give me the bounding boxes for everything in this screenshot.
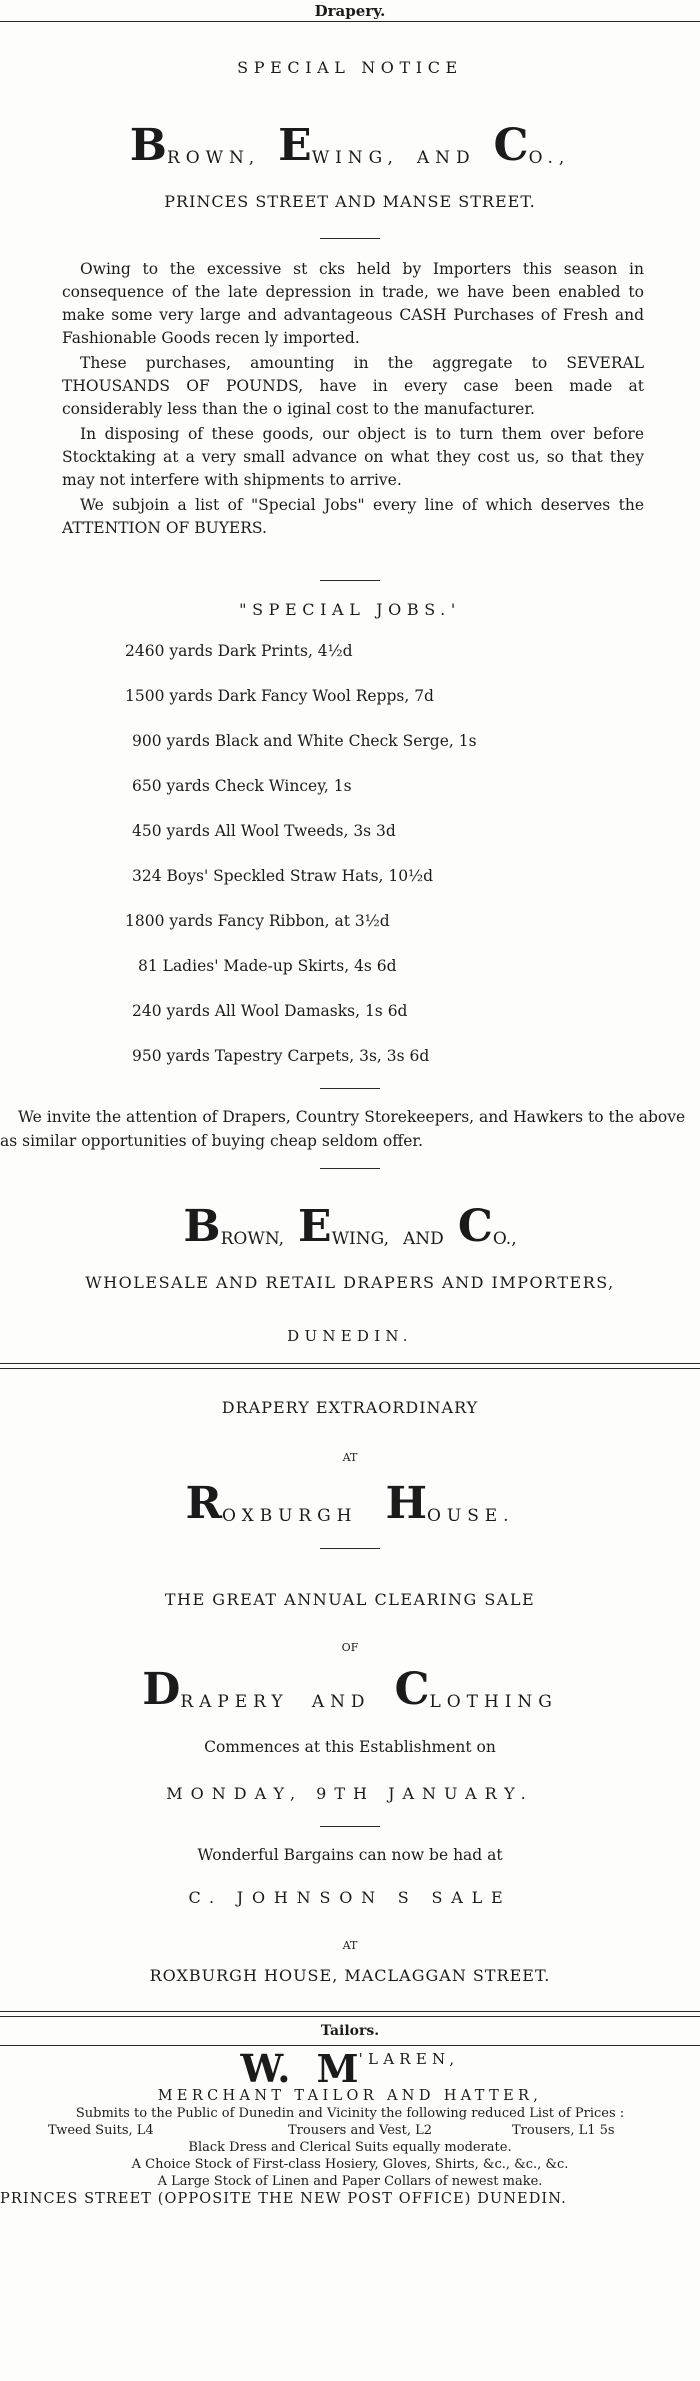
- name-word-laren: 'LAREN,: [358, 2050, 460, 2068]
- firm-word-co: O.,: [528, 148, 571, 168]
- goods-word-rapery-and: RAPERY AND: [180, 1692, 371, 1712]
- price-item: Trousers, L1 5s: [512, 2123, 615, 2138]
- black-dress-line: Black Dress and Clerical Suits equally moderate.: [188, 2140, 512, 2155]
- double-divider: [0, 2011, 700, 2017]
- name-initial-w: W.: [240, 2046, 291, 2091]
- section-heading-drapery: Drapery.: [314, 2, 386, 20]
- price-item: Trousers and Vest, L2: [288, 2123, 432, 2138]
- sale-location: ROXBURGH HOUSE, MACLAGGAN STREET.: [149, 1966, 551, 1985]
- house-initial-h: H: [385, 1478, 428, 1529]
- divider: [320, 238, 380, 239]
- list-item: 240 yards All Wool Damasks, 1s 6d: [132, 1002, 408, 1020]
- commences-line: Commences at this Establishment on: [204, 1738, 496, 1756]
- firm-name: [0, 120, 700, 171]
- list-item: 324 Boys' Speckled Straw Hats, 10½d: [132, 867, 434, 885]
- firm-initial-b: B: [183, 1201, 221, 1252]
- list-item: 450 yards All Wool Tweeds, 3s 3d: [132, 822, 396, 840]
- firm-initial-c: C: [457, 1201, 493, 1252]
- sale-name: C. JOHNSON S SALE: [188, 1888, 512, 1907]
- tailor-name: [0, 2046, 700, 2091]
- firm-initial-c: C: [493, 120, 529, 171]
- roxburgh-house: [0, 1478, 700, 1529]
- firm-initial-b: B: [129, 120, 167, 171]
- firm-address: PRINCES STREET AND MANSE STREET.: [164, 192, 536, 211]
- paragraph: In disposing of these goods, our object is to turn them over before Stocktaking at a very small advance on what they cost us, so that they may not interfere with shipments to arrive.: [62, 425, 644, 489]
- double-divider: [0, 1363, 700, 1369]
- price-item: Tweed Suits, L4: [48, 2123, 154, 2138]
- list-item: 2460 yards Dark Prints, 4½d: [125, 642, 353, 660]
- list-item: 1800 yards Fancy Ribbon, at 3½d: [125, 912, 390, 930]
- of-label: OF: [341, 1641, 359, 1654]
- firm-word-rown: ROWN,: [167, 148, 261, 168]
- at-label: AT: [342, 1451, 358, 1464]
- divider: [320, 580, 380, 581]
- bargains-line: Wonderful Bargains can now be had at: [197, 1846, 503, 1864]
- city: DUNEDIN.: [287, 1327, 413, 1345]
- firm-word-and: AND: [403, 1229, 444, 1249]
- firm-word-and: AND: [416, 148, 476, 168]
- drapery-extraordinary: DRAPERY EXTRAORDINARY: [221, 1398, 479, 1417]
- list-item: 900 yards Black and White Check Serge, 1s: [132, 732, 477, 750]
- divider: [320, 1168, 380, 1169]
- large-stock-line: A Large Stock of Linen and Paper Collars of newest make.: [157, 2174, 543, 2189]
- list-item: 650 yards Check Wincey, 1s: [132, 777, 352, 795]
- section-heading-tailors: Tailors.: [320, 2023, 380, 2039]
- closing-line: as similar opportunities of buying cheap seldom offer.: [0, 1132, 424, 1150]
- notice-body: [62, 258, 644, 540]
- sale-title: THE GREAT ANNUAL CLEARING SALE: [164, 1590, 536, 1609]
- name-initial-m: M: [316, 2046, 359, 2091]
- drapery-and-clothing: [0, 1664, 700, 1715]
- paragraph: Owing to the excessive st cks held by Importers this season in consequence of the late depression in trade, we have been enabled to make some very large and advantageous CASH Purchases of Fresh and Fashionable Goods recen ly imported.: [62, 260, 644, 347]
- special-jobs-title: "SPECIAL JOBS.': [239, 600, 461, 619]
- firm-word-wing: WING,: [331, 1229, 390, 1249]
- divider: [320, 1088, 380, 1089]
- header-rule: [0, 21, 700, 22]
- firm-word-wing: WING,: [311, 148, 399, 168]
- tailor-trade: MERCHANT TAILOR AND HATTER,: [157, 2088, 543, 2104]
- firm-name-footer: [0, 1201, 700, 1252]
- special-notice: SPECIAL NOTICE: [237, 58, 463, 77]
- sale-date: MONDAY, 9TH JANUARY.: [166, 1784, 534, 1803]
- tailor-intro: Submits to the Public of Dunedin and Vicinity the following reduced List of Prices :: [75, 2106, 625, 2121]
- tagline: WHOLESALE AND RETAIL DRAPERS AND IMPORTERS,: [85, 1273, 615, 1292]
- firm-initial-e: E: [298, 1201, 332, 1252]
- goods-word-lothing: LOTHING: [429, 1692, 558, 1712]
- house-word-oxburgh: OXBURGH: [222, 1506, 358, 1526]
- list-item: 1500 yards Dark Fancy Wool Repps, 7d: [125, 687, 434, 705]
- at-label: AT: [342, 1939, 358, 1952]
- divider: [320, 1826, 380, 1827]
- paragraph: These purchases, amounting in the aggregate to SEVERAL THOUSANDS OF POUNDS, have in every case been made at considerably less than the o iginal cost to the manufacturer.: [62, 354, 644, 418]
- firm-word-rown: ROWN,: [220, 1229, 285, 1249]
- tailor-address: PRINCES STREET (OPPOSITE THE NEW POST OFFICE) DUNEDIN.: [0, 2191, 567, 2207]
- stock-line: A Choice Stock of First-class Hosiery, Gloves, Shirts, &c., &c., &c.: [131, 2157, 569, 2172]
- firm-word-co: O.,: [492, 1229, 517, 1249]
- list-item: 950 yards Tapestry Carpets, 3s, 3s 6d: [132, 1047, 430, 1065]
- divider: [320, 1548, 380, 1549]
- paragraph: We subjoin a list of "Special Jobs" every line of which deserves the ATTENTION OF BUYERS.: [62, 496, 644, 537]
- firm-initial-e: E: [278, 120, 312, 171]
- goods-initial-d: D: [142, 1664, 181, 1715]
- goods-initial-c: C: [394, 1664, 430, 1715]
- list-item: 81 Ladies' Made-up Skirts, 4s 6d: [138, 957, 397, 975]
- closing-line: We invite the attention of Drapers, Country Storekeepers, and Hawkers to the above: [18, 1108, 686, 1126]
- house-word-ouse: OUSE.: [427, 1506, 515, 1526]
- house-initial-r: R: [185, 1478, 223, 1529]
